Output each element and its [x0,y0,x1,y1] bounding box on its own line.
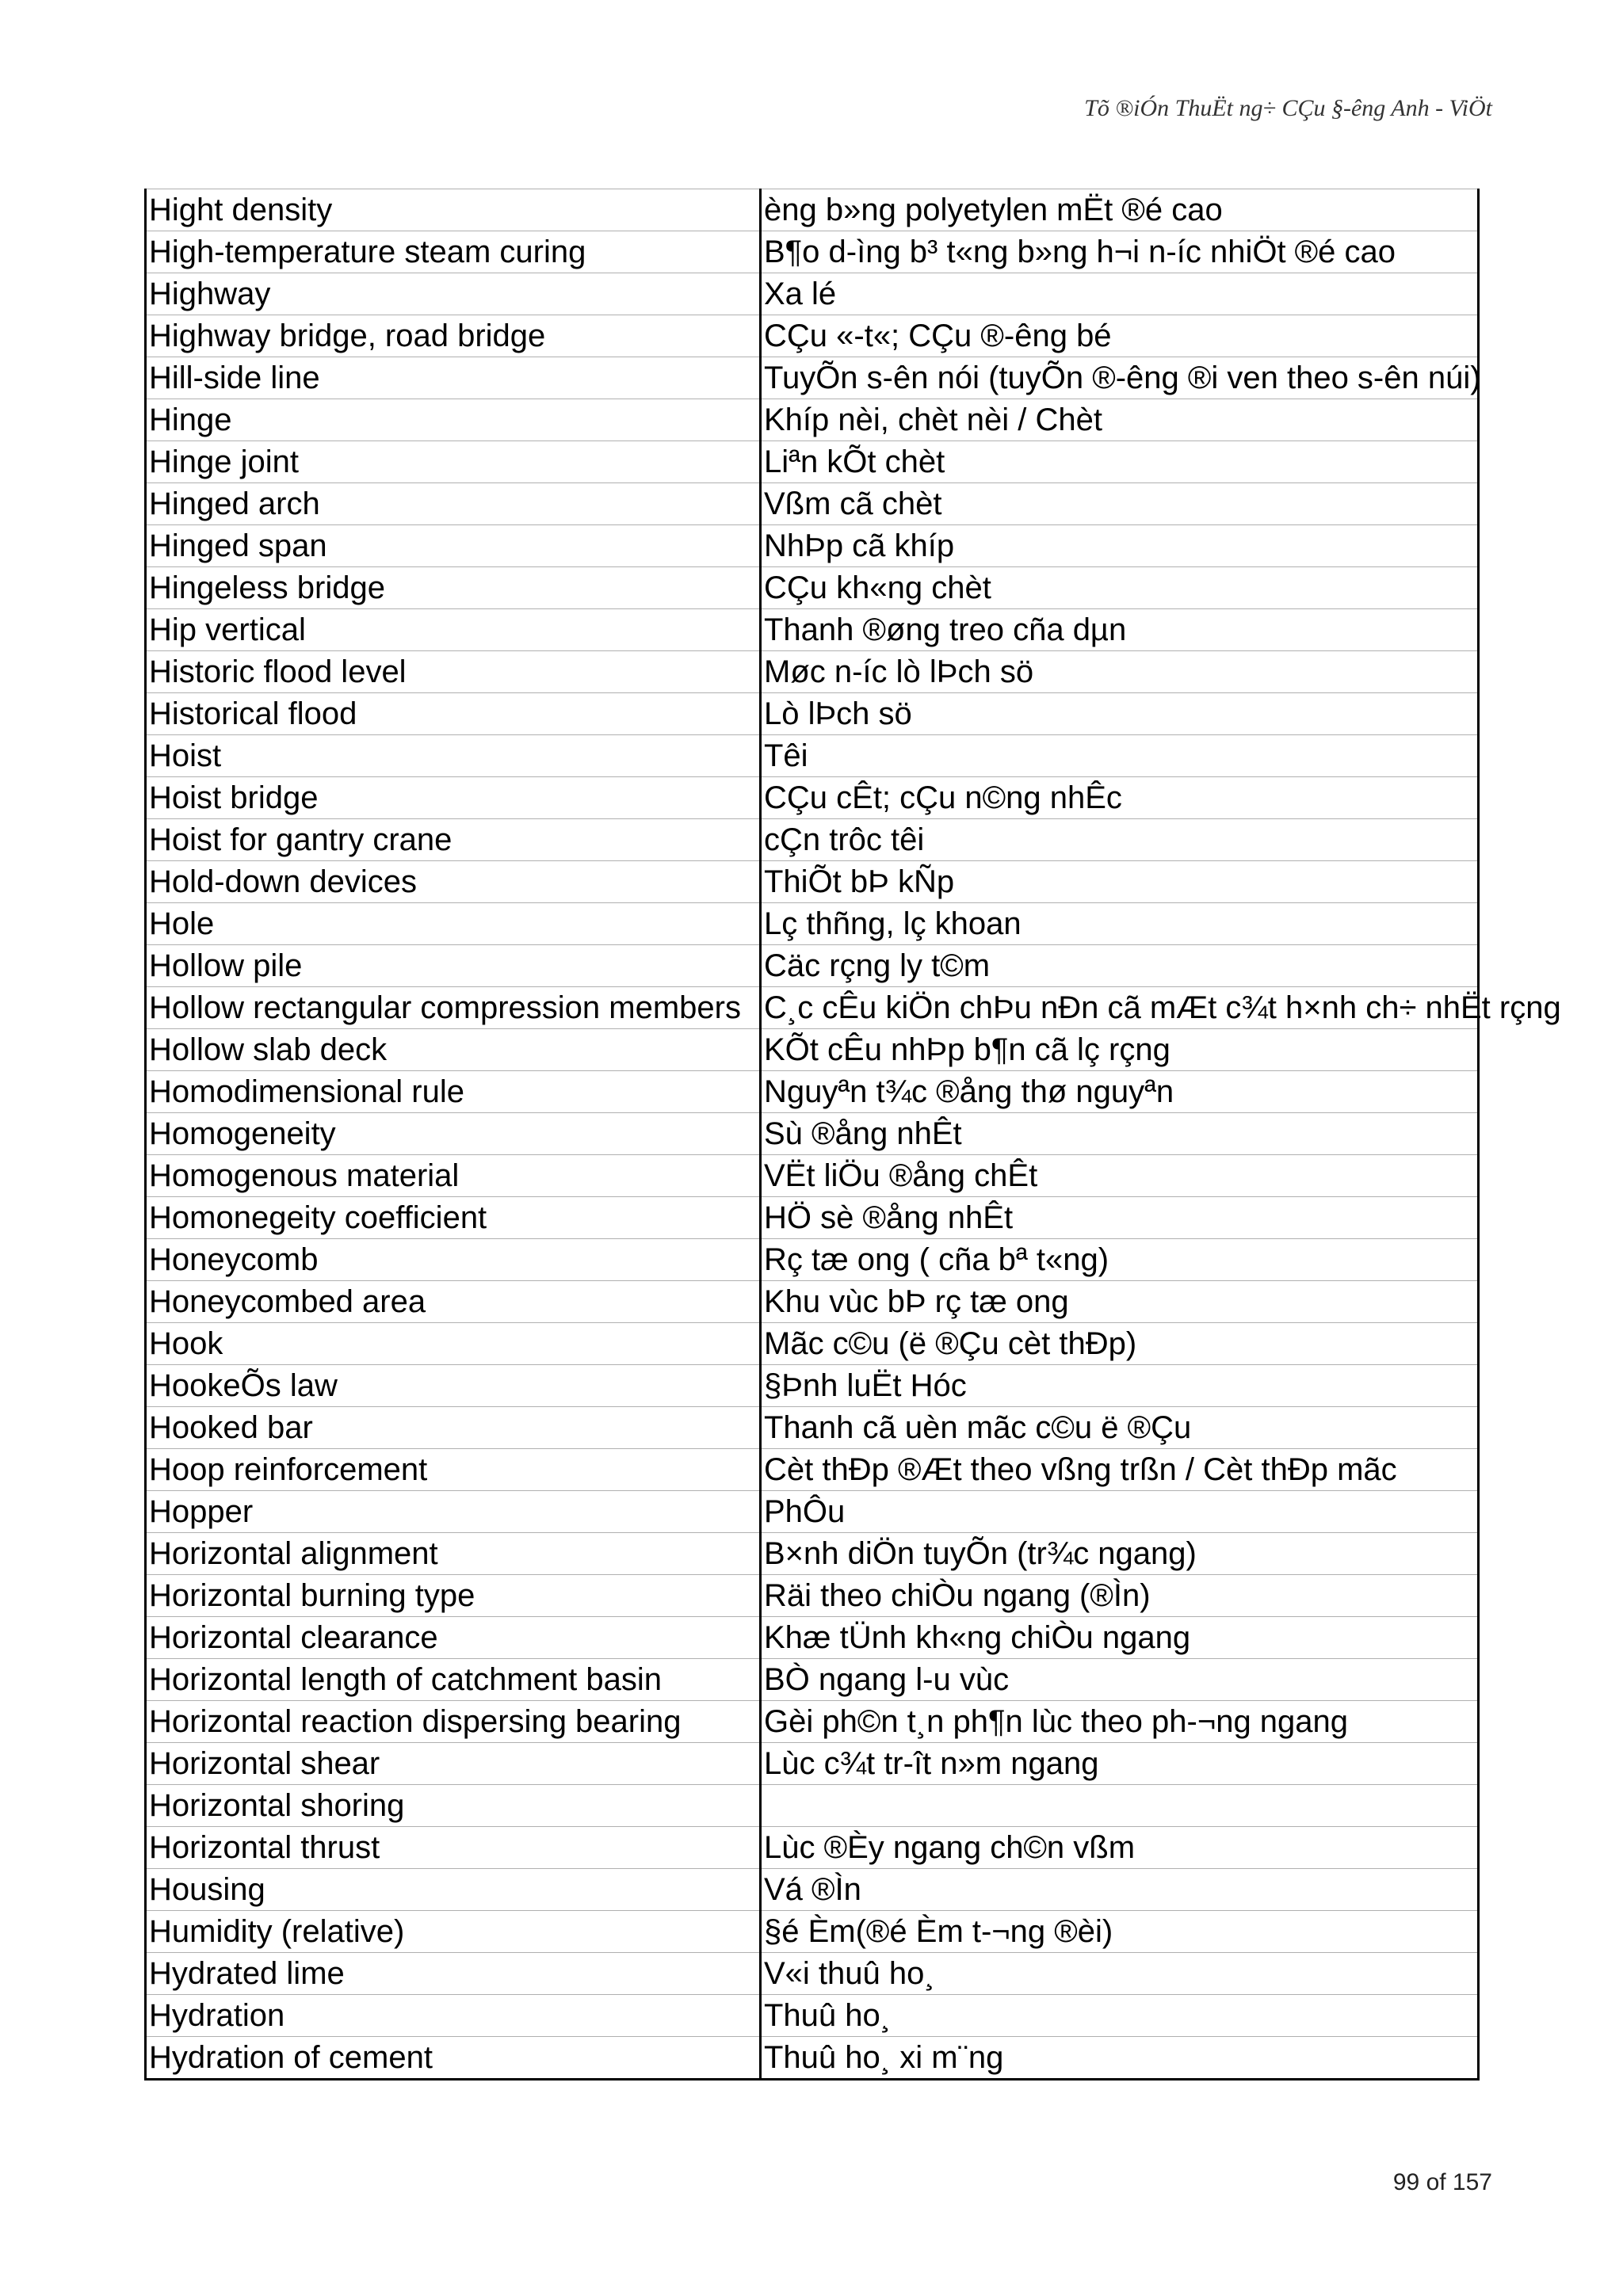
table-row [146,189,1479,231]
term-cell: Honeycomb [146,1239,761,1281]
table-row [146,1239,1479,1281]
definition-cell: C¸c cÊu kiÖn chÞu nÐn cã mÆt c¾t h×nh ch÷ nhËt rçng [761,987,1479,1029]
term-cell: Hook [146,1323,761,1365]
term-cell: Horizontal thrust [146,1827,761,1869]
definition-cell: BÒ ngang l-u vùc [761,1659,1479,1701]
term-cell: Horizontal shoring [146,1785,761,1827]
definition-cell: Sù ®ång nhÊt [761,1113,1479,1155]
table-row [146,987,1479,1029]
definition-cell: Cäc rçng ly t©m [761,945,1479,987]
definition-cell: VËt liÖu ®ång chÊt [761,1155,1479,1197]
term-cell: Hydration of cement [146,2037,761,2080]
table-row [146,651,1479,693]
table-row [146,819,1479,861]
term-cell: Honeycombed area [146,1281,761,1323]
table-row [146,1911,1479,1953]
term-cell: Horizontal alignment [146,1533,761,1575]
table-row [146,315,1479,357]
term-cell: Hydrated lime [146,1953,761,1995]
definition-cell: Thuû ho¸ [761,1995,1479,2037]
definition-cell: Gèi ph©n t¸n ph¶n lùc theo ph-¬ng ngang [761,1701,1479,1743]
definition-cell: Mãc c©u (ë ®Çu cèt thÐp) [761,1323,1479,1365]
definition-cell: Lùc c¾t tr-ît n»m ngang [761,1743,1479,1785]
definition-cell: CÇu kh«ng chèt [761,567,1479,609]
table-row [146,1323,1479,1365]
table-row [146,861,1479,903]
table-row [146,399,1479,441]
term-cell: Hydration [146,1995,761,2037]
term-cell: HookeÕs law [146,1365,761,1407]
table-row [146,357,1479,399]
term-cell: Housing [146,1869,761,1911]
term-cell: Hip vertical [146,609,761,651]
table-row [146,1029,1479,1071]
definition-cell: ThiÕt bÞ kÑp [761,861,1479,903]
definition-cell: Nguyªn t¾c ®ång thø nguyªn [761,1071,1479,1113]
definition-cell: Khu vùc bÞ rç tæ ong [761,1281,1479,1323]
term-cell: Hopper [146,1491,761,1533]
table-row [146,1953,1479,1995]
definition-cell: §Þnh luËt Hóc [761,1365,1479,1407]
definition-cell: Lò lÞch sö [761,693,1479,735]
table-row [146,1491,1479,1533]
definition-cell: Khíp nèi, chèt nèi / Chèt [761,399,1479,441]
definition-cell: cÇn trôc têi [761,819,1479,861]
term-cell: Hoist [146,735,761,777]
table-row [146,1617,1479,1659]
term-cell: Hollow slab deck [146,1029,761,1071]
definition-cell: PhÔu [761,1491,1479,1533]
definition-cell: §é Èm(®é Èm t-¬ng ®èi) [761,1911,1479,1953]
table-row [146,945,1479,987]
table-row [146,1113,1479,1155]
definition-cell: Têi [761,735,1479,777]
term-cell: Highway bridge, road bridge [146,315,761,357]
term-cell: Hoist bridge [146,777,761,819]
definition-cell: TuyÕn s-ên nói (tuyÕn ®-êng ®i ven theo s-ên núi) [761,357,1479,399]
table-row [146,1869,1479,1911]
table-row [146,273,1479,315]
definition-cell: Thanh ®øng treo cña dµn [761,609,1479,651]
definition-cell: èng b»ng polyetylen mËt ®é cao [761,189,1479,231]
table-row [146,693,1479,735]
term-cell: Hight density [146,189,761,231]
term-cell: Hoist for gantry crane [146,819,761,861]
term-cell: Hooked bar [146,1407,761,1449]
definition-cell: NhÞp cã khíp [761,525,1479,567]
table-row [146,1155,1479,1197]
table-row [146,1281,1479,1323]
definition-cell: Räi theo chiÒu ngang (®Ìn) [761,1575,1479,1617]
definition-cell: V«i thuû ho¸ [761,1953,1479,1995]
definition-cell: Vßm cã chèt [761,483,1479,525]
term-cell: Hill-side line [146,357,761,399]
table-row [146,441,1479,483]
table-row [146,609,1479,651]
term-cell: Horizontal burning type [146,1575,761,1617]
term-cell: Horizontal clearance [146,1617,761,1659]
term-cell: Historic flood level [146,651,761,693]
term-cell: Horizontal shear [146,1743,761,1785]
term-cell: Hollow rectangular compression members [146,987,761,1029]
definition-cell: Lç thñng, lç khoan [761,903,1479,945]
definition-cell: Lùc ®Èy ngang ch©n vßm [761,1827,1479,1869]
definition-cell: HÖ sè ®ång nhÊt [761,1197,1479,1239]
table-row [146,231,1479,273]
table-row [146,1743,1479,1785]
definition-cell: Vá ®Ìn [761,1869,1479,1911]
term-cell: Hinge [146,399,761,441]
table-row [146,567,1479,609]
glossary-table [144,189,1561,2081]
term-cell: Hollow pile [146,945,761,987]
definition-cell: B¶o d-ìng b³ t«ng b»ng h¬i n-íc nhiÖt ®é cao [761,231,1479,273]
table-row [146,1365,1479,1407]
term-cell: Humidity (relative) [146,1911,761,1953]
term-cell: Homodimensional rule [146,1071,761,1113]
definition-cell [761,1785,1479,1827]
term-cell: Hold-down devices [146,861,761,903]
definition-cell: Møc n-íc lò lÞch sö [761,651,1479,693]
page-header-title: Tõ ®iÓn ThuËt ng÷ CÇu §-êng Anh - ViÖt [1084,95,1492,121]
table-row [146,1785,1479,1827]
table-row [146,1659,1479,1701]
term-cell: High-temperature steam curing [146,231,761,273]
glossary-body [146,189,1561,2080]
term-cell: Homogeneity [146,1113,761,1155]
term-cell: Hinged arch [146,483,761,525]
definition-cell: B×nh diÖn tuyÕn (tr¾c ngang) [761,1533,1479,1575]
table-row [146,1827,1479,1869]
table-row [146,1995,1479,2037]
term-cell: Horizontal reaction dispersing bearing [146,1701,761,1743]
table-row [146,735,1479,777]
table-row [146,1071,1479,1113]
term-cell: Hoop reinforcement [146,1449,761,1491]
table-row [146,1533,1479,1575]
table-row [146,777,1479,819]
definition-cell: Rç tæ ong ( cña bª t«ng) [761,1239,1479,1281]
definition-cell: Khæ tÜnh kh«ng chiÒu ngang [761,1617,1479,1659]
table-row [146,903,1479,945]
term-cell: Hinged span [146,525,761,567]
term-cell: Hingeless bridge [146,567,761,609]
table-row [146,525,1479,567]
table-row [146,1449,1479,1491]
definition-cell: CÇu «-t«; CÇu ®-êng bé [761,315,1479,357]
table-row [146,1575,1479,1617]
table-row [146,1701,1479,1743]
table-row [146,483,1479,525]
table-row [146,1407,1479,1449]
definition-cell: KÕt cÊu nhÞp b¶n cã lç rçng [761,1029,1479,1071]
term-cell: Historical flood [146,693,761,735]
definition-cell: Xa lé [761,273,1479,315]
page-number: 99 of 157 [1392,2169,1492,2195]
definition-cell: Thuû ho¸ xi m¨ng [761,2037,1479,2080]
term-cell: Hole [146,903,761,945]
term-cell: Hinge joint [146,441,761,483]
definition-cell: Thanh cã uèn mãc c©u ë ®Çu [761,1407,1479,1449]
definition-cell: Liªn kÕt chèt [761,441,1479,483]
definition-cell: CÇu cÊt; cÇu n©ng nhÊc [761,777,1479,819]
term-cell: Highway [146,273,761,315]
term-cell: Horizontal length of catchment basin [146,1659,761,1701]
term-cell: Homogenous material [146,1155,761,1197]
definition-cell: Cèt thÐp ®Æt theo vßng trßn / Cèt thÐp mãc [761,1449,1479,1491]
table-row [146,1197,1479,1239]
term-cell: Homonegeity coefficient [146,1197,761,1239]
table-row [146,2037,1479,2080]
